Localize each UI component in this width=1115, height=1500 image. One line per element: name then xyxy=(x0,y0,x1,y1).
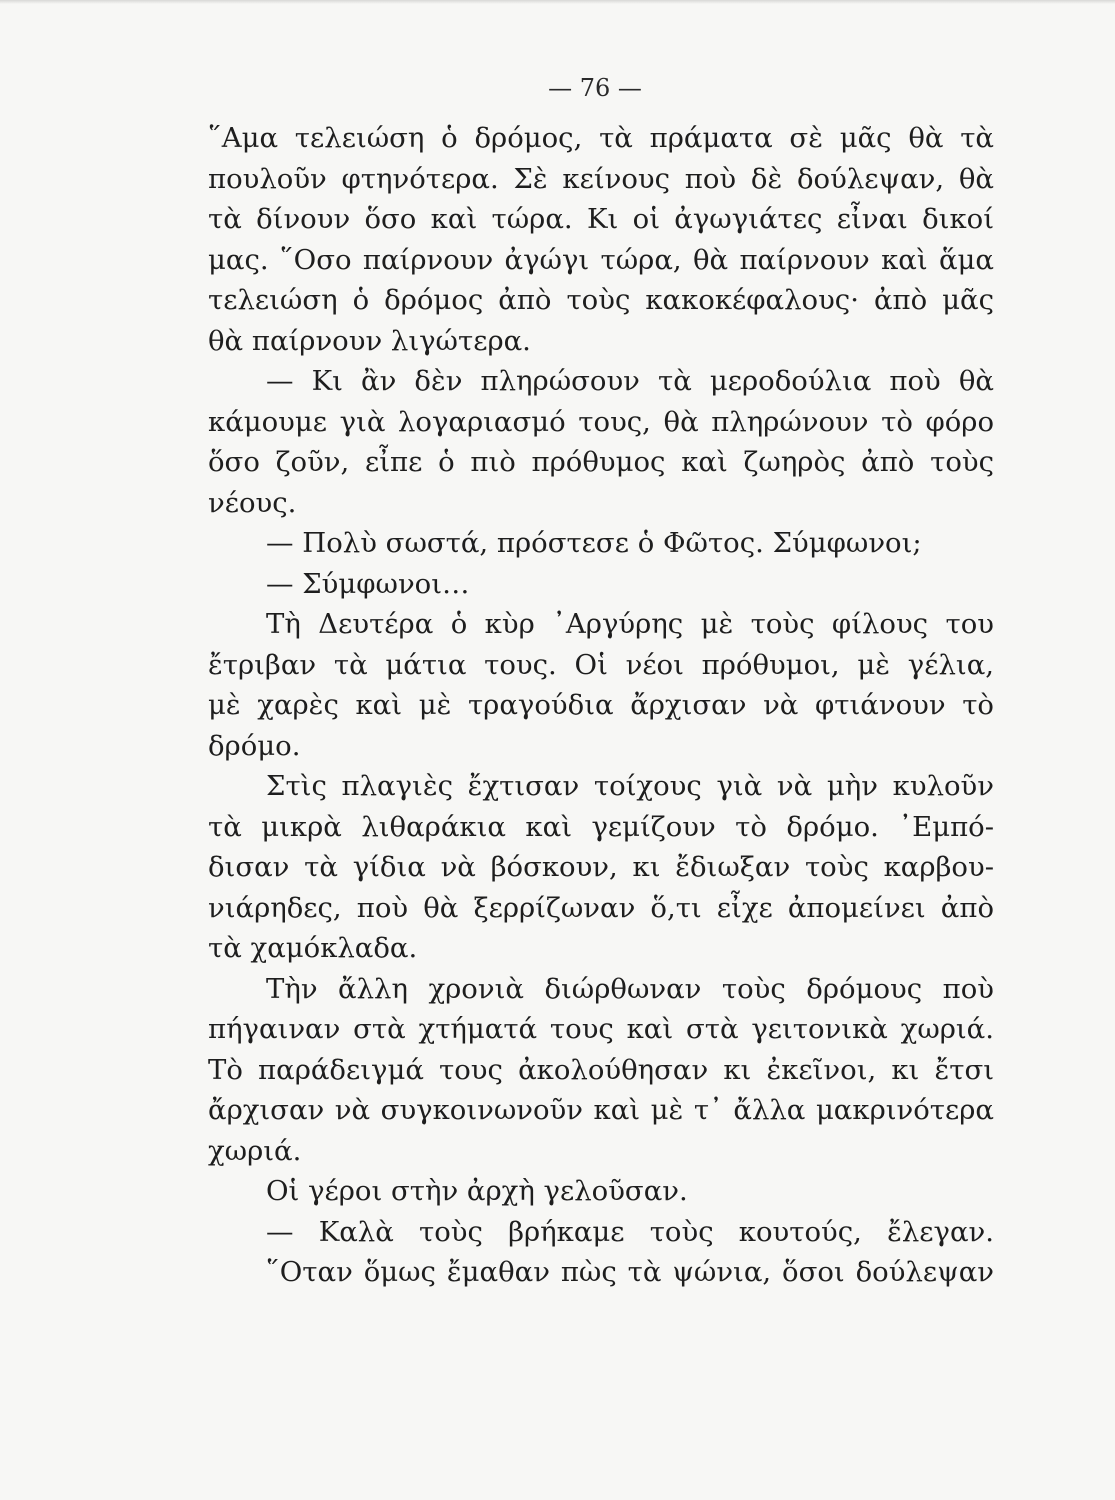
text-line: νέους. xyxy=(208,486,297,519)
text-line: τὰ δίνουν ὅσο καὶ τώρα. Κι οἱ ἀγωγιάτες εἶναι δικοί xyxy=(208,203,994,235)
text-line: νιάρηδες, ποὺ θὰ ξερρίζωναν ὅ,τι εἶχε ἀπομείνει ἀπὸ xyxy=(208,891,994,924)
text-line: θὰ παίρνουν λιγώτερα. xyxy=(208,324,531,357)
text-line: χωριά. xyxy=(208,1134,302,1167)
text-line: Οἱ γέροι στὴν ἀρχὴ γελοῦσαν. xyxy=(266,1175,688,1207)
page-number: — 76 — xyxy=(548,74,642,102)
text-line: Τὸ παράδειγμά τους ἀκολούθησαν κι ἐκεῖνοι, κι ἔτσι xyxy=(208,1053,994,1086)
text-line: ἔτριβαν τὰ μάτια τους. Οἱ νέοι πρόθυμοι, μὲ γέλια, xyxy=(208,648,994,681)
text-line: ῞Αμα τελειώση ὁ δρόμος, τὰ πράματα σὲ μᾶς θὰ τὰ xyxy=(208,122,994,154)
text-line: Στὶς πλαγιὲς ἔχτισαν τοίχους γιὰ νὰ μὴν κυλοῦν xyxy=(266,770,994,802)
text-line: μὲ χαρὲς καὶ μὲ τραγούδια ἄρχισαν νὰ φτιάνουν τὸ xyxy=(208,689,994,721)
text-line: δισαν τὰ γίδια νὰ βόσκουν, κι ἔδιωξαν τοὺς καρβου- xyxy=(208,851,994,883)
text-line: τὰ χαμόκλαδα. xyxy=(208,932,418,964)
text-line: ὅσο ζοῦν, εἶπε ὁ πιὸ πρόθυμος καὶ ζωηρὸς ἀπὸ τοὺς xyxy=(208,446,994,478)
text-line: πήγαιναν στὰ χτήματά τους καὶ στὰ γειτονικὰ χωριά. xyxy=(208,1013,994,1045)
text-line: Τὴ Δευτέρα ὁ κὺρ ᾿Αργύρης μὲ τοὺς φίλους του xyxy=(266,608,994,640)
text-line: — Σύμφωνοι… xyxy=(266,567,470,600)
text-line: — Κι ἂν δὲν πληρώσουν τὰ μεροδούλια ποὺ θὰ xyxy=(266,365,994,397)
text-line: Τὴν ἄλλη χρονιὰ διώρθωναν τοὺς δρόμους ποὺ xyxy=(266,972,994,1005)
text-line: ῞Οταν ὅμως ἔμαθαν πὼς τὰ ψώνια, ὅσοι δούλεψαν xyxy=(266,1256,994,1288)
text-line: τὰ μικρὰ λιθαράκια καὶ γεμίζουν τὸ δρόμο. ᾿Εμπό- xyxy=(208,810,994,843)
text-line: κάμουμε γιὰ λογαριασμό τους, θὰ πληρώνουν τὸ φόρο xyxy=(208,405,994,438)
text-line: πουλοῦν φτηνότερα. Σὲ κείνους ποὺ δὲ δούλεψαν, θὰ xyxy=(208,162,994,195)
body-text xyxy=(208,118,994,1293)
text-line: — Πολὺ σωστά, πρόστεσε ὁ Φῶτος. Σύμφωνοι; xyxy=(266,527,922,559)
text-line: ἄρχισαν νὰ συγκοινωνοῦν καὶ μὲ τ᾿ ἄλλα μακρινότερα xyxy=(208,1094,994,1126)
text-line: — Καλὰ τοὺς βρήκαμε τοὺς κουτούς, ἔλεγαν. xyxy=(266,1215,994,1248)
text-line: τελειώση ὁ δρόμος ἀπὸ τοὺς κακοκέφαλους· ἀπὸ μᾶς xyxy=(208,284,994,316)
page-top-edge xyxy=(0,0,1115,4)
text-line: δρόμο. xyxy=(208,729,301,762)
text-line: μας. ῞Οσο παίρνουν ἀγώγι τώρα, θὰ παίρνουν καὶ ἅμα xyxy=(208,243,994,276)
